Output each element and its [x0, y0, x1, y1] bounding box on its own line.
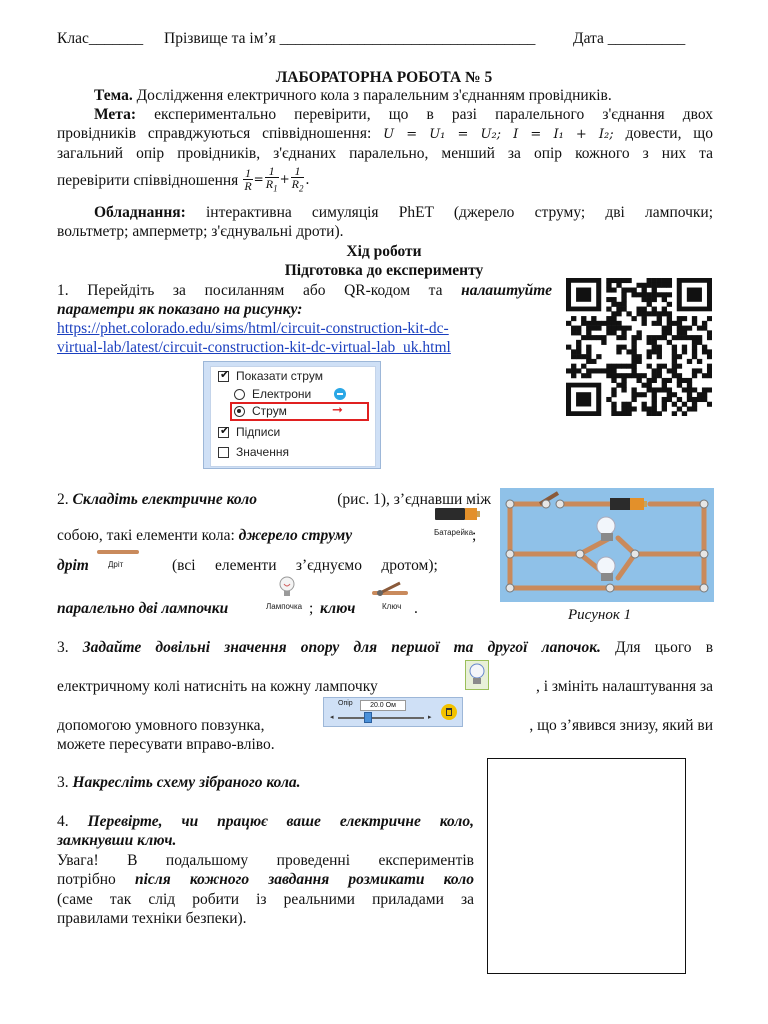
step1-emph-1: налаштуйте: [461, 282, 552, 299]
step1-text: Перейдіть за посиланням або QR-кодом та: [87, 282, 443, 299]
resistance-slider-panel: Опір 20.0 Ом ◂ ▸: [323, 697, 463, 727]
equipment-line-2: вольтметр; амперметр; з'єднувальні дроти).: [57, 223, 344, 240]
slider-track[interactable]: [338, 717, 424, 719]
values-checkbox[interactable]: [218, 447, 229, 458]
show-current-label: Показати струм: [236, 369, 323, 383]
prep-title: Підготовка до експерименту: [284, 262, 484, 279]
emph-source: джерело струму: [238, 527, 353, 544]
figure-caption: Рисунок 1: [568, 607, 632, 623]
goal-text-4: перевірити співвідношення: [57, 171, 239, 189]
warn-line-2: потрібно після кожного завдання розмикати коло: [57, 871, 475, 888]
topic-label: Тема.: [94, 87, 133, 104]
warn-emph: після кожного завдання розмикати коло: [134, 871, 475, 888]
battery-label: Батарейка: [434, 528, 474, 537]
topic: [94, 86, 612, 105]
step2-line-1: 2. Складіть електричне коло (рис. 1), з’єднавши між: [57, 491, 491, 508]
emph-wire: дріт: [57, 557, 89, 574]
electron-icon: [334, 388, 346, 400]
step3-line-4: можете пересувати вправо-вліво.: [57, 736, 275, 753]
step2-emph: Складіть електричне коло: [72, 491, 257, 508]
arrow-right-icon: ➞: [332, 403, 343, 418]
name-field: Прізвище та ім’я _________________________________: [164, 30, 536, 47]
labels-checkbox[interactable]: ✔: [220, 424, 230, 437]
step3-line-3b: , що з’явився знизу, який ви: [529, 717, 713, 734]
highlight-box: [230, 402, 369, 421]
current-label: Струм: [252, 404, 287, 418]
warn-line-4: правилами техніки безпеки).: [57, 910, 247, 927]
show-current-checkbox[interactable]: ✔: [220, 368, 230, 381]
step1-line-1: 1. Перейдіть за посиланням або QR-кодом та налаштуйте: [57, 282, 552, 299]
emph-lamps: паралельно дві лампочки: [57, 600, 229, 617]
class-field: Клас_______: [57, 30, 144, 47]
step3b: 3. Накресліть схему зібраного кола.: [57, 774, 301, 791]
wire-label: Дріт: [108, 560, 124, 569]
values-label: Значення: [236, 445, 289, 459]
slider-label: Опір: [338, 700, 353, 707]
circuit-figure: [500, 488, 714, 602]
slider-value: 20.0 Ом: [360, 700, 406, 711]
key-label: Ключ: [382, 602, 402, 611]
switch-icon: [370, 580, 410, 598]
step3-line-2a: електричному колі натисніть на кожну лампочку: [57, 678, 378, 695]
electrons-radio[interactable]: [234, 389, 245, 400]
phet-link-2[interactable]: virtual-lab/latest/circuit-construction-kit-dc-virtual-lab_uk.html: [57, 339, 451, 356]
emph-key: ключ: [320, 600, 356, 617]
procedure-title: Хід роботи: [346, 243, 422, 260]
wire-icon: [96, 548, 140, 556]
warn-line-1: Увага! В подальшому проведенні експериментів: [57, 852, 474, 869]
goal-text-2b: довести, що: [625, 125, 713, 142]
goal-line-2: [57, 124, 713, 144]
step4-line-1: 4. Перевірте, чи працює ваше електричне коло,: [57, 813, 475, 830]
goal-text-2a: провідників справджуються співвідношення:: [57, 125, 372, 142]
lamp-icon: [278, 576, 296, 598]
goal-line-4: [57, 163, 309, 197]
topic-text: Дослідження електричного кола з паралельним з'єднанням провідників.: [136, 87, 612, 104]
equipment-line-1: [57, 203, 713, 222]
trash-icon[interactable]: [441, 704, 457, 720]
step2-line-3: (всі елементи з’єднуємо дротом);: [172, 557, 438, 574]
step2-text-1: (рис. 1), з’єднавши між: [337, 491, 491, 508]
step1-emph-2: параметри як показано на рисунку:: [57, 301, 303, 318]
qr-code[interactable]: [566, 278, 712, 416]
step3-text-1: Для цього в: [615, 639, 714, 656]
page-title: ЛАБОРАТОРНА РОБОТА № 5: [275, 69, 493, 86]
battery-icon: [434, 506, 482, 522]
formula-resistance: $\frac{1}{R}$ = $\frac{1}{R_1}$ + $\frac{1}{R_2}$ .: [244, 164, 310, 194]
warn-line-3: (саме так слід робити із реальними приладами за: [57, 891, 474, 908]
step3b-emph: Накресліть схему зібраного кола.: [72, 774, 301, 791]
phet-link-1[interactable]: https://phet.colorado.edu/sims/html/circuit-construction-kit-dc-: [57, 320, 449, 337]
goal-text-1: експериментально перевірити, що в разі паралельного з'єднання двох: [154, 106, 713, 123]
goal-line-1: [57, 105, 713, 124]
date-field: Дата __________: [573, 30, 686, 47]
goal-label: Мета:: [94, 106, 137, 123]
step3-line-1: 3. Задайте довільні значення опору для першої та другої лапочок. Для цього в: [57, 639, 714, 656]
current-radio[interactable]: [234, 406, 245, 417]
labels-label: Підписи: [236, 425, 281, 439]
formula-parallel: U = U₁ = U₂; I = I₁ + I₂;: [383, 127, 614, 142]
schematic-drawing-box[interactable]: [487, 758, 686, 974]
step2-line-2: собою, такі елементи кола: джерело струму: [57, 527, 353, 544]
settings-panel: [203, 361, 381, 469]
electrons-label: Електрони: [252, 387, 312, 401]
step3-emph: Задайте довільні значення опору для першої та другої лапочок.: [82, 639, 601, 656]
goal-line-3: загальний опір провідників, з'єднаних паралельно, менший за опір кожного з них та: [57, 145, 713, 162]
lamp-label: Лампочка: [266, 602, 303, 611]
step4-emph-1: Перевірте, чи працює ваше електричне коло,: [87, 813, 475, 830]
equipment-label: Обладнання:: [94, 204, 186, 221]
slider-thumb[interactable]: [364, 712, 372, 723]
equipment-text-1: інтерактивна симуляція PhET (джерело струму; дві лампочки;: [205, 204, 714, 221]
step3-line-3a: допомогою умовного повзунка,: [57, 717, 265, 734]
step3-line-2b: , і змініть налаштування за: [535, 678, 713, 695]
step4-emph-2: замкнувши ключ.: [57, 832, 177, 849]
lamp-selected-icon: [465, 660, 489, 690]
